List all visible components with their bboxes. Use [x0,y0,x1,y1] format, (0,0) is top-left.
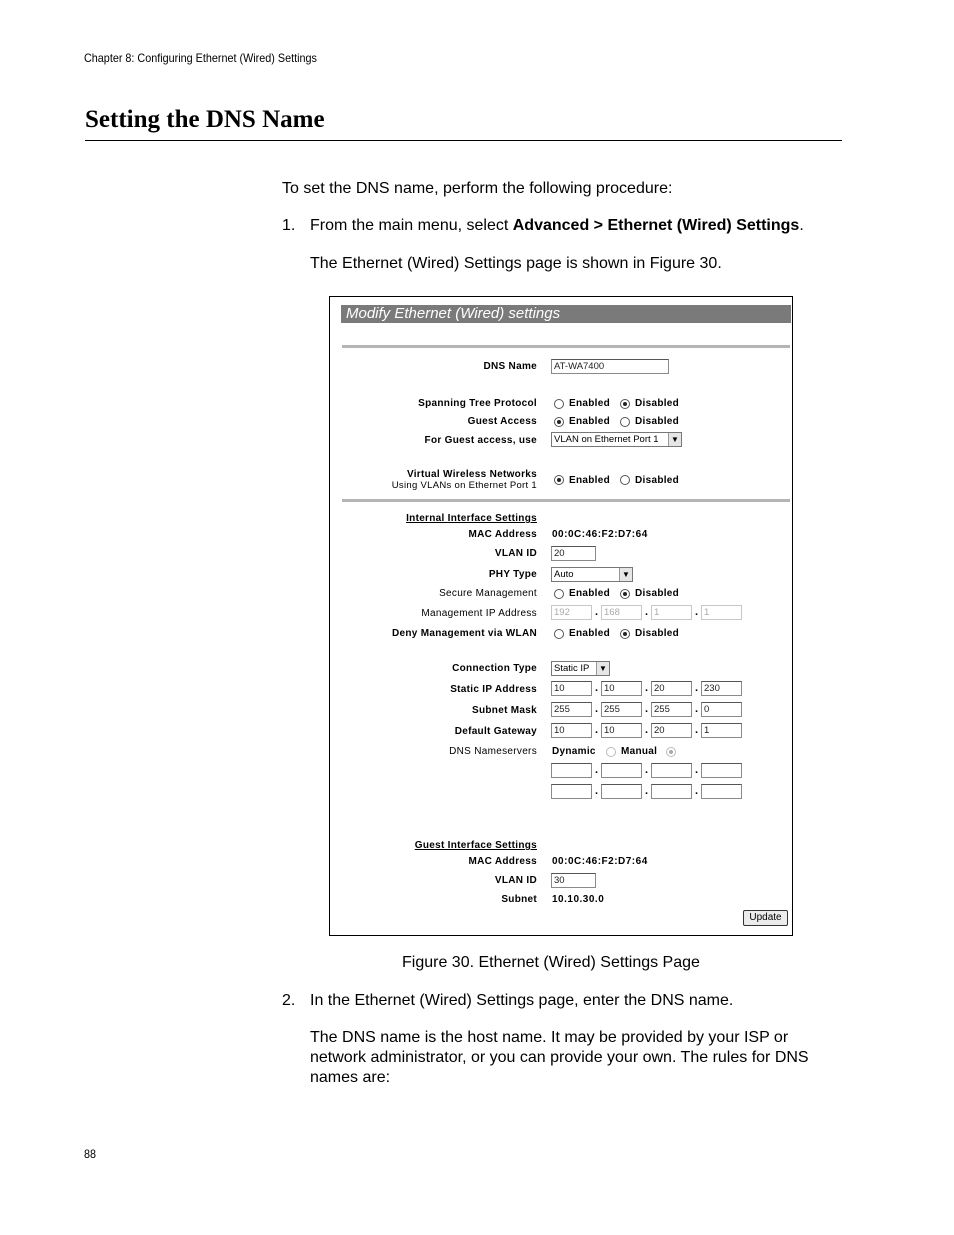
conn-type-select[interactable] [551,661,610,676]
chevron-down-icon: ▼ [619,568,632,581]
conn-type-label: Connection Type [452,663,537,674]
ip-separator: . [645,682,649,694]
figure-banner: Modify Ethernet (Wired) settings [341,305,791,323]
step-2-number: 2. [282,992,296,1009]
internal-vlan-input[interactable]: 20 [551,546,596,561]
guest-enabled-label: Enabled [569,416,610,427]
step-1-text [310,216,804,236]
step-1-note: The Ethernet (Wired) Settings page is shown in Figure 30. [310,255,722,272]
guest-subnet-label: Subnet [501,894,537,905]
ip-separator: . [695,606,699,618]
update-button[interactable]: Update [743,910,788,926]
deny-enabled-label: Enabled [569,628,610,639]
dns-nameservers-label: DNS Nameservers [449,746,537,757]
step-2-note-line-1: The DNS name is the host name. It may be provided by your ISP or [310,1029,789,1046]
guest-use-select[interactable] [551,432,682,447]
internal-vlan-label: VLAN ID [494,548,537,559]
page-number: 88 [84,1147,97,1161]
mgmt-ip-label: Management IP Address [421,608,537,619]
intro-paragraph: To set the DNS name, perform the following procedure: [282,180,673,197]
guest-disabled-label: Disabled [635,416,680,427]
chapter-header: Chapter 8: Configuring Ethernet (Wired) Settings [84,51,317,65]
ip-separator: . [595,764,599,776]
dns-server-1-octet-1[interactable] [551,763,592,778]
deny-enabled-radio[interactable] [554,629,564,639]
chevron-down-icon: ▼ [668,433,681,446]
step-1-pre: From the main menu, select [310,217,513,234]
guest-use-value: VLAN on Ethernet Port 1 [554,434,659,445]
conn-type-value: Static IP [554,663,590,674]
ip-separator: . [595,785,599,797]
ip-separator: . [645,606,649,618]
guest-settings-heading: Guest Interface Settings [414,840,537,851]
static-ip-octet-2[interactable]: 10 [601,681,642,696]
ip-separator: . [595,703,599,715]
gateway-octet-4[interactable]: 1 [701,723,742,738]
subnet-mask-label: Subnet Mask [472,705,537,716]
figure-divider [342,499,790,502]
ip-separator: . [695,724,699,736]
static-ip-octet-4[interactable]: 230 [701,681,742,696]
static-ip-octet-3[interactable]: 20 [651,681,692,696]
step-1-post: . [799,217,804,234]
deny-disabled-radio[interactable] [620,629,630,639]
guest-mac-value: 00:0C:46:F2:D7:64 [552,856,648,867]
dns-server-2-octet-1[interactable] [551,784,592,799]
mgmt-ip-octet-4[interactable]: 1 [701,605,742,620]
internal-mac-label: MAC Address [468,529,537,540]
step-2-note-line-2: network administrator, or you can provide your own. The rules for DNS [310,1049,809,1066]
stp-enabled-radio[interactable] [554,399,564,409]
mgmt-ip-octet-3[interactable]: 1 [651,605,692,620]
gateway-octet-1[interactable]: 10 [551,723,592,738]
step-2-note-line-3: names are: [310,1069,391,1086]
ip-separator: . [645,724,649,736]
guest-disabled-radio[interactable] [620,417,630,427]
guest-access-label: Guest Access [467,416,537,427]
gateway-octet-2[interactable]: 10 [601,723,642,738]
ip-separator: . [645,703,649,715]
phy-type-label: PHY Type [488,569,537,580]
subnet-mask-octet-1[interactable]: 255 [551,702,592,717]
ip-separator: . [695,764,699,776]
guest-vlan-input[interactable]: 30 [551,873,596,888]
vwn-disabled-label: Disabled [635,475,680,486]
figure-30-screenshot [329,296,793,936]
deny-disabled-label: Disabled [635,628,680,639]
section-title: Setting the DNS Name [85,106,325,133]
guest-enabled-radio[interactable] [554,417,564,427]
secure-disabled-radio[interactable] [620,589,630,599]
dns-dynamic-radio[interactable] [606,747,616,757]
stp-enabled-label: Enabled [569,398,610,409]
ip-separator: . [595,606,599,618]
mgmt-ip-octet-1[interactable]: 192 [551,605,592,620]
internal-mac-value: 00:0C:46:F2:D7:64 [552,529,648,540]
dns-server-2-octet-3[interactable] [651,784,692,799]
vwn-enabled-radio[interactable] [554,475,564,485]
static-ip-octet-1[interactable]: 10 [551,681,592,696]
step-2-text: In the Ethernet (Wired) Settings page, enter the DNS name. [310,992,734,1009]
guest-use-label: For Guest access, use [424,435,537,446]
dns-server-1-octet-3[interactable] [651,763,692,778]
subnet-mask-octet-4[interactable]: 0 [701,702,742,717]
static-ip-label: Static IP Address [450,684,537,695]
gateway-label: Default Gateway [454,726,537,737]
mgmt-ip-octet-2[interactable]: 168 [601,605,642,620]
guest-subnet-value: 10.10.30.0 [552,894,605,905]
secure-disabled-label: Disabled [635,588,680,599]
ip-separator: . [595,682,599,694]
dns-manual-label: Manual [621,746,658,757]
chevron-down-icon: ▼ [596,662,609,675]
internal-settings-heading: Internal Interface Settings [406,513,537,524]
dns-dynamic-label: Dynamic [552,746,596,757]
vwn-sublabel: Using VLANs on Ethernet Port 1 [391,480,537,491]
subnet-mask-octet-2[interactable]: 255 [601,702,642,717]
ip-separator: . [595,724,599,736]
guest-vlan-label: VLAN ID [494,875,537,886]
vwn-label [392,469,537,491]
step-1-menu-path: Advanced > Ethernet (Wired) Settings [512,217,800,234]
secure-mgmt-label: Secure Management [439,588,537,599]
dns-server-2-octet-4[interactable] [701,784,742,799]
figure-divider [342,345,790,348]
phy-type-value: Auto [554,569,574,580]
title-rule [85,140,842,141]
stp-disabled-radio[interactable] [620,399,630,409]
deny-mgmt-label: Deny Management via WLAN [391,628,537,639]
subnet-mask-octet-3[interactable]: 255 [651,702,692,717]
dns-name-input[interactable]: AT-WA7400 [551,359,669,374]
ip-separator: . [695,785,699,797]
ip-separator: . [645,785,649,797]
dns-server-1-octet-4[interactable] [701,763,742,778]
ip-separator: . [695,703,699,715]
ip-separator: . [645,764,649,776]
dns-manual-radio[interactable] [666,747,676,757]
vwn-enabled-label: Enabled [569,475,610,486]
vwn-title: Virtual Wireless Networks [406,469,537,480]
step-1-number: 1. [282,217,296,234]
figure-caption: Figure 30. Ethernet (Wired) Settings Page [402,954,700,971]
dns-name-label: DNS Name [483,361,537,372]
vwn-disabled-radio[interactable] [620,475,630,485]
stp-label: Spanning Tree Protocol [418,398,537,409]
gateway-octet-3[interactable]: 20 [651,723,692,738]
dns-server-1-octet-2[interactable] [601,763,642,778]
phy-type-select[interactable] [551,567,633,582]
secure-enabled-radio[interactable] [554,589,564,599]
dns-server-2-octet-2[interactable] [601,784,642,799]
secure-enabled-label: Enabled [569,588,610,599]
ip-separator: . [695,682,699,694]
stp-disabled-label: Disabled [635,398,680,409]
guest-mac-label: MAC Address [468,856,537,867]
